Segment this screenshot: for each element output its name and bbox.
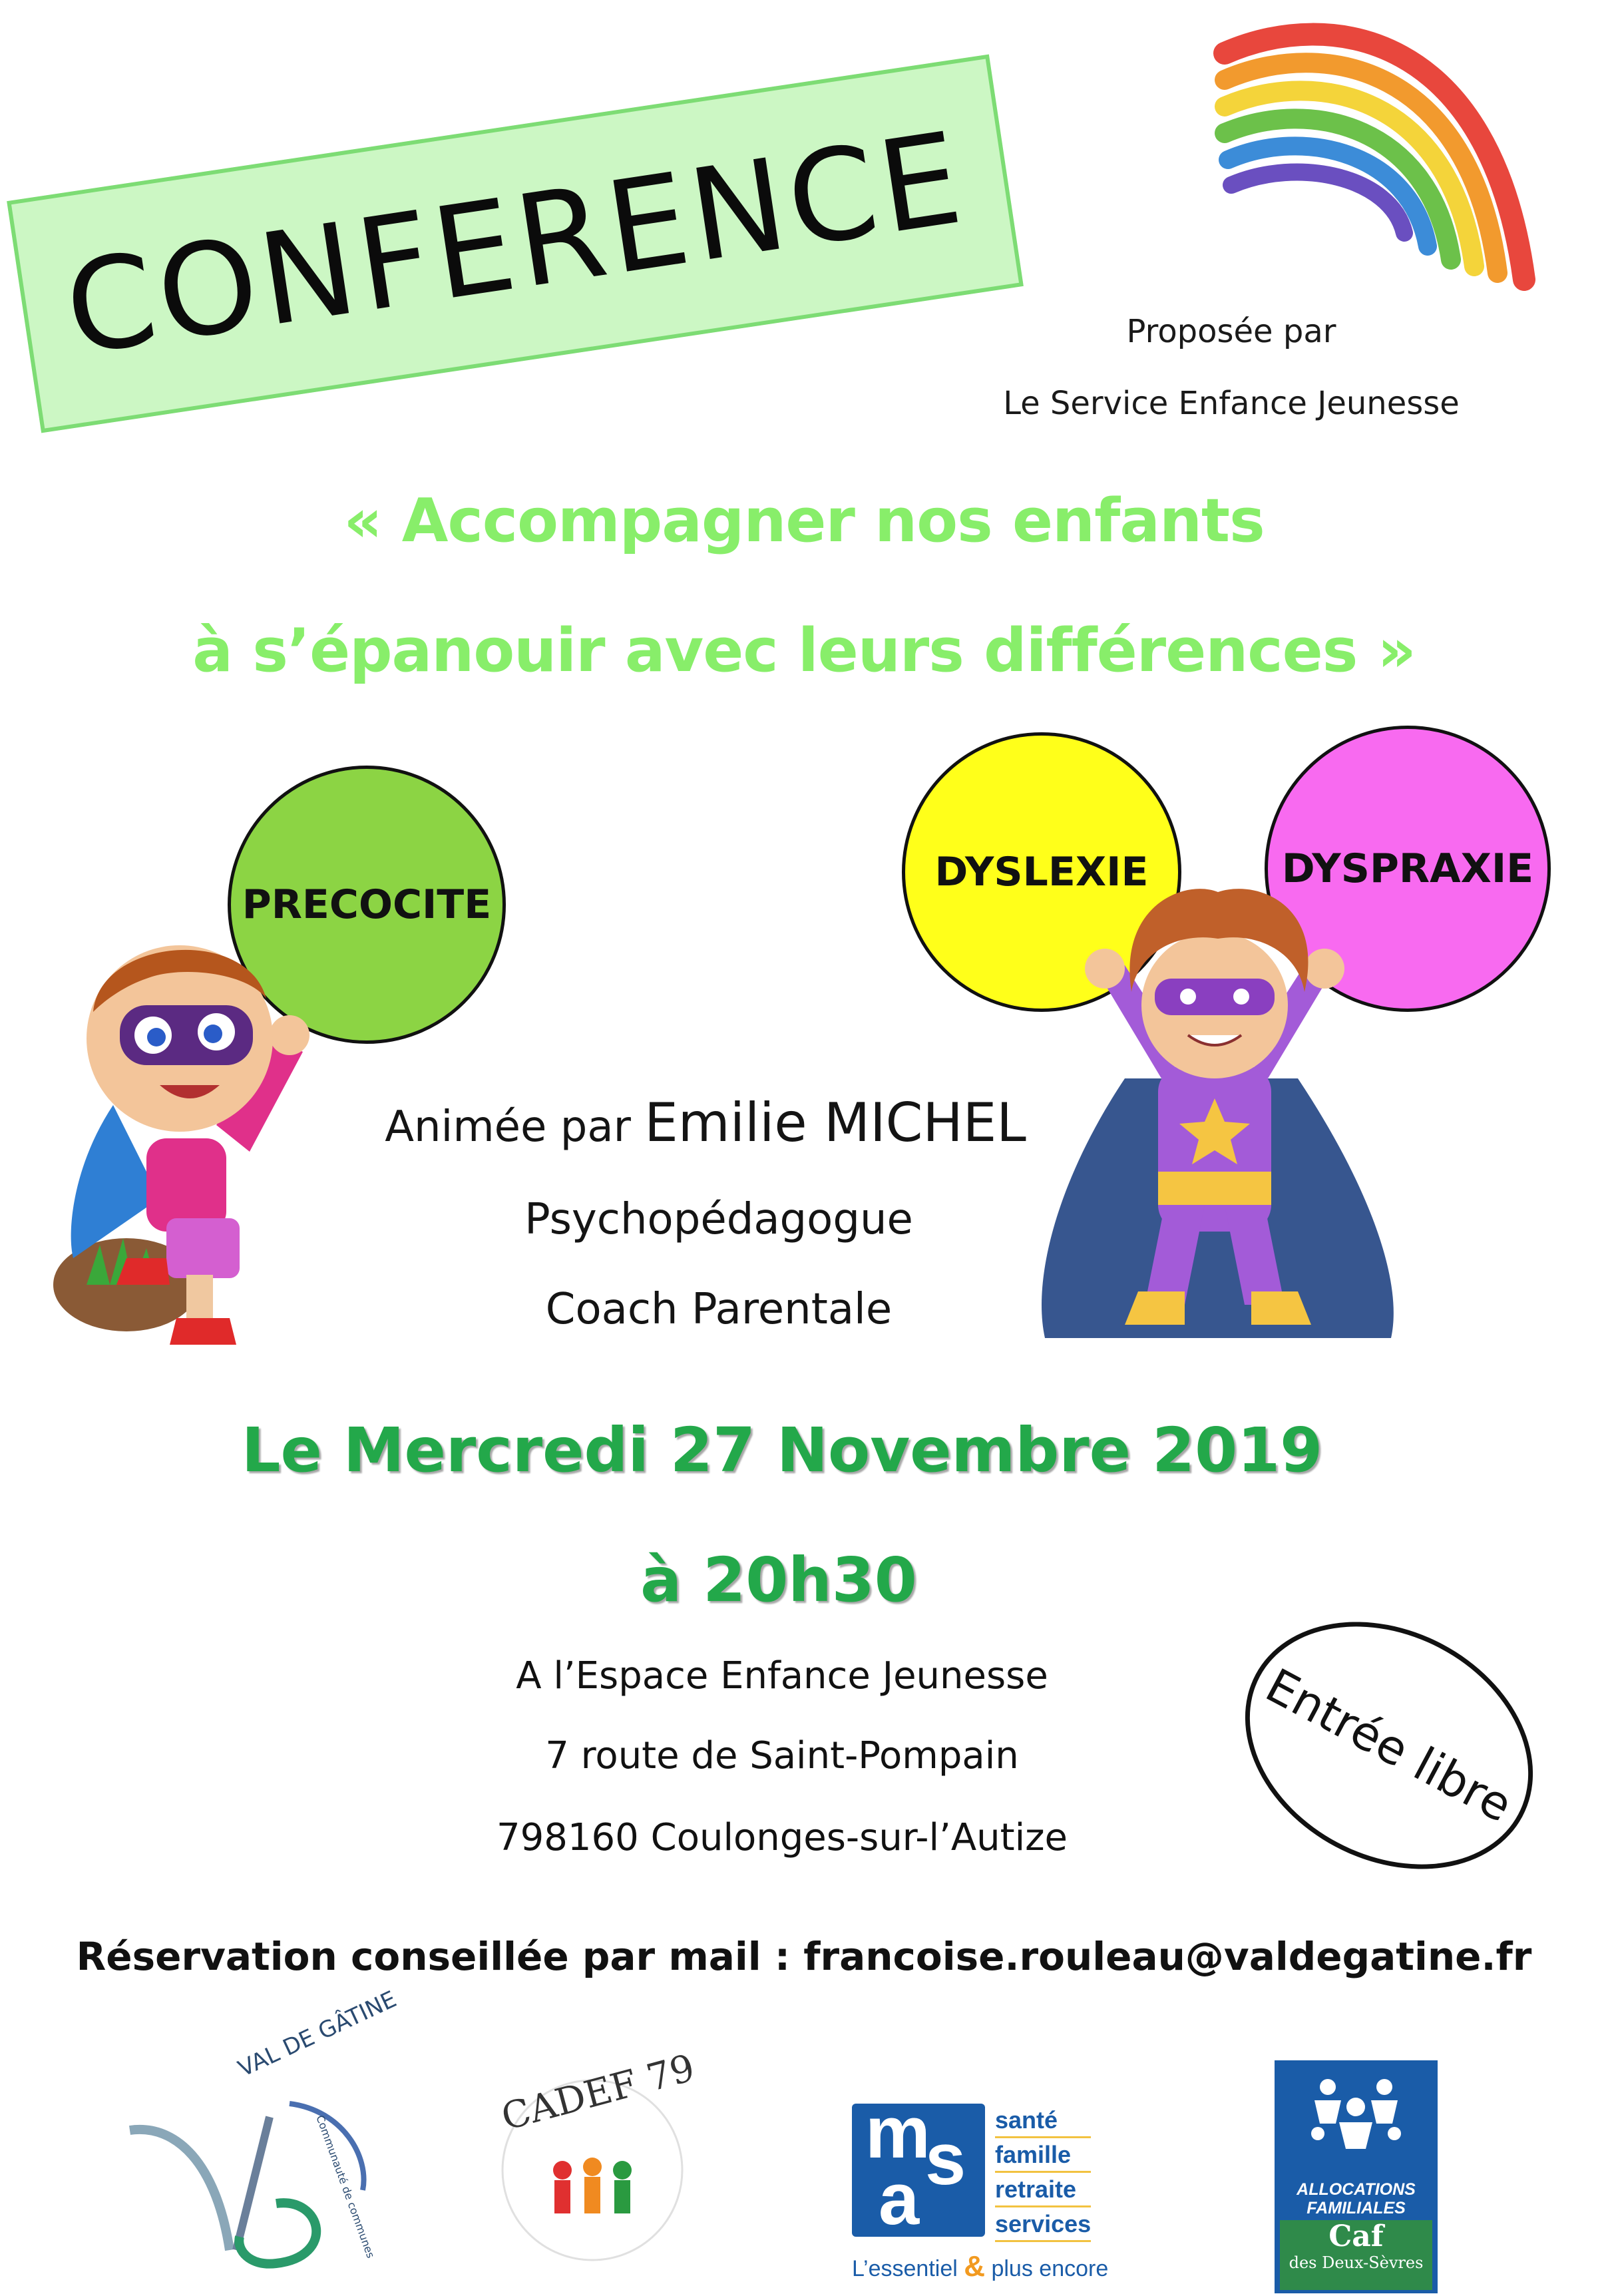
theme-line-1: « Accompagner nos enfants — [343, 486, 1265, 556]
caf-line2: FAMILIALES — [1306, 2199, 1406, 2217]
msa-services-list — [995, 2104, 1091, 2242]
msa-line-sante: santé — [995, 2104, 1091, 2138]
msa-mark — [852, 2092, 985, 2240]
cadef-79-logo — [486, 2046, 700, 2270]
address-line-3: 798160 Coulonges-sur-l’Autize — [497, 1816, 1068, 1859]
host-name: Emilie MICHEL — [644, 1092, 1026, 1154]
bubble-precocite-label: PRECOCITE — [242, 881, 492, 928]
msa-tagline-b: plus encore — [991, 2256, 1109, 2281]
msa-line-famille: famille — [995, 2138, 1091, 2173]
msa-a: a — [879, 2158, 920, 2240]
caf-logo — [1275, 2060, 1438, 2293]
msa-tagline-a: L’essentiel — [852, 2256, 958, 2281]
address-line-2: 7 route de Saint-Pompain — [545, 1734, 1019, 1777]
msa-tagline — [852, 2250, 1151, 2283]
proposed-by-label: Proposée par — [1126, 313, 1336, 350]
event-date: Le Mercredi 27 Novembre 2019 — [241, 1415, 1323, 1486]
bubble-dyslexie-label: DYSLEXIE — [934, 849, 1149, 895]
msa-tagline-amp: & — [964, 2250, 986, 2283]
superhero-girl-illustration — [1018, 879, 1418, 1345]
val-de-gatine-sub: Communauté de communes — [313, 2113, 377, 2260]
msa-logo — [852, 2092, 1138, 2283]
caf-line1: ALLOCATIONS — [1297, 2180, 1416, 2199]
host-role-1: Psychopédagogue — [524, 1195, 913, 1244]
host-line — [373, 1092, 1038, 1154]
theme-line-2: à s’épanouir avec leurs différences » — [192, 616, 1416, 686]
superhero-boy-illustration — [47, 885, 326, 1351]
bubble-dyspraxie-label: DYSPRAXIE — [1281, 845, 1534, 892]
free-entry-label: Entrée libre — [1257, 1658, 1521, 1833]
msa-s: s — [925, 2118, 966, 2200]
msa-m: m — [865, 2092, 930, 2174]
caf-brand: Caf — [1328, 2219, 1384, 2253]
cadef-79-name: CADEF 79 — [497, 2046, 700, 2140]
caf-green-band — [1280, 2220, 1432, 2290]
val-de-gatine-name: VAL DE GÂTINE — [234, 1986, 401, 2083]
host-role-2: Coach Parentale — [545, 1285, 893, 1334]
conference-title: CONFERENCE — [56, 104, 974, 383]
event-time: à 20h30 — [640, 1544, 917, 1616]
caf-region: des Deux-Sèvres — [1289, 2253, 1424, 2272]
caf-allocations — [1275, 2180, 1438, 2217]
children-icon — [553, 2158, 632, 2213]
msa-line-services: services — [995, 2207, 1091, 2242]
rainbow-illustration — [1211, 7, 1557, 293]
caf-people-icon — [1298, 2070, 1414, 2170]
organizer-name: Le Service Enfance Jeunesse — [1003, 385, 1460, 422]
free-entry-badge — [1202, 1574, 1576, 1918]
msa-line-retraite: retraite — [995, 2173, 1091, 2207]
address-line-1: A l’Espace Enfance Jeunesse — [516, 1654, 1048, 1698]
title-banner — [7, 55, 1024, 433]
val-de-gatine-logo — [116, 1986, 401, 2277]
host-prefix: Animée par — [385, 1102, 631, 1152]
reservation-line: Réservation conseillée par mail : francoise.rouleau@valdegatine.fr — [76, 1934, 1532, 1979]
